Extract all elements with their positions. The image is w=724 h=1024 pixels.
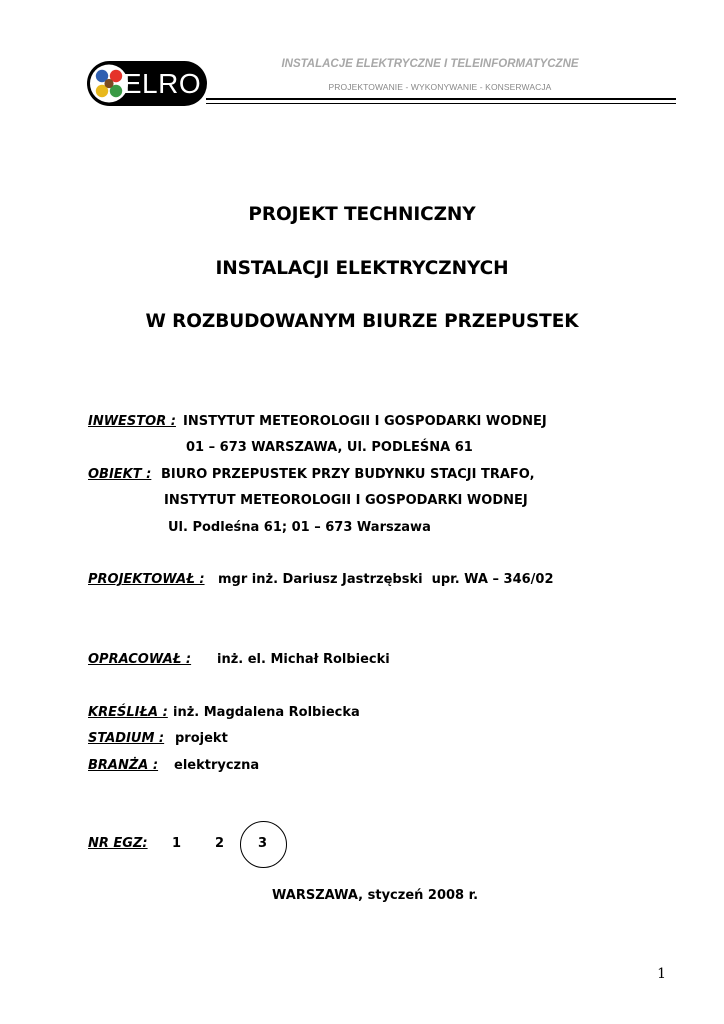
designed-by-value: mgr inż. Dariusz Jastrzębski upr. WA – 346/02: [218, 572, 554, 587]
copy-number-1: 1: [172, 836, 182, 851]
investor-label: INWESTOR :: [88, 414, 176, 429]
object-line-3: Ul. Podleśna 61; 01 – 673 Warszawa: [168, 520, 431, 535]
prepared-by-label: OPRACOWAŁ :: [88, 652, 192, 667]
object-label: OBIEKT :: [88, 467, 152, 482]
elro-logo: [86, 60, 208, 107]
header-rule-thin: [206, 103, 676, 104]
title-line-1: PROJEKT TECHNICZNY: [248, 204, 476, 225]
copy-number-2: 2: [215, 836, 225, 851]
place-date: WARSZAWA, styczeń 2008 r.: [272, 888, 479, 903]
copy-number-3: 3: [258, 836, 268, 851]
stage-label: STADIUM :: [88, 731, 165, 746]
object-line-1: BIURO PRZEPUSTEK PRZY BUDYNKU STACJI TRAFO,: [161, 467, 535, 482]
object-line-2: INSTYTUT METEOROLOGII I GOSPODARKI WODNEJ: [164, 493, 528, 508]
prepared-by-value: inż. el. Michał Rolbiecki: [217, 652, 390, 667]
title-line-2: INSTALACJI ELEKTRYCZNYCH: [215, 258, 509, 279]
logo-text: ELRO: [122, 68, 202, 99]
page-number: 1: [657, 966, 666, 982]
header-rule-thick: [206, 98, 676, 100]
drawn-by-label: KREŚLIŁA :: [88, 705, 168, 720]
copy-number-label: NR EGZ:: [88, 836, 148, 851]
title-line-3: W ROZBUDOWANYM BIURZE PRZEPUSTEK: [145, 311, 579, 332]
stage-value: projekt: [175, 731, 228, 746]
drawn-by-value: inż. Magdalena Rolbiecka: [173, 705, 360, 720]
header-subtitle: PROJEKTOWANIE - WYKONYWANIE - KONSERWACJA: [328, 82, 552, 92]
branch-label: BRANŻA :: [88, 758, 159, 773]
investor-name: INSTYTUT METEOROLOGII I GOSPODARKI WODNEJ: [183, 414, 547, 429]
designed-by-label: PROJEKTOWAŁ :: [88, 572, 205, 587]
investor-address: 01 – 673 WARSZAWA, Ul. PODLEŚNA 61: [186, 440, 473, 455]
branch-value: elektryczna: [174, 758, 260, 773]
header-title: INSTALACJE ELEKTRYCZNE I TELEINFORMATYCZNE: [281, 58, 579, 70]
